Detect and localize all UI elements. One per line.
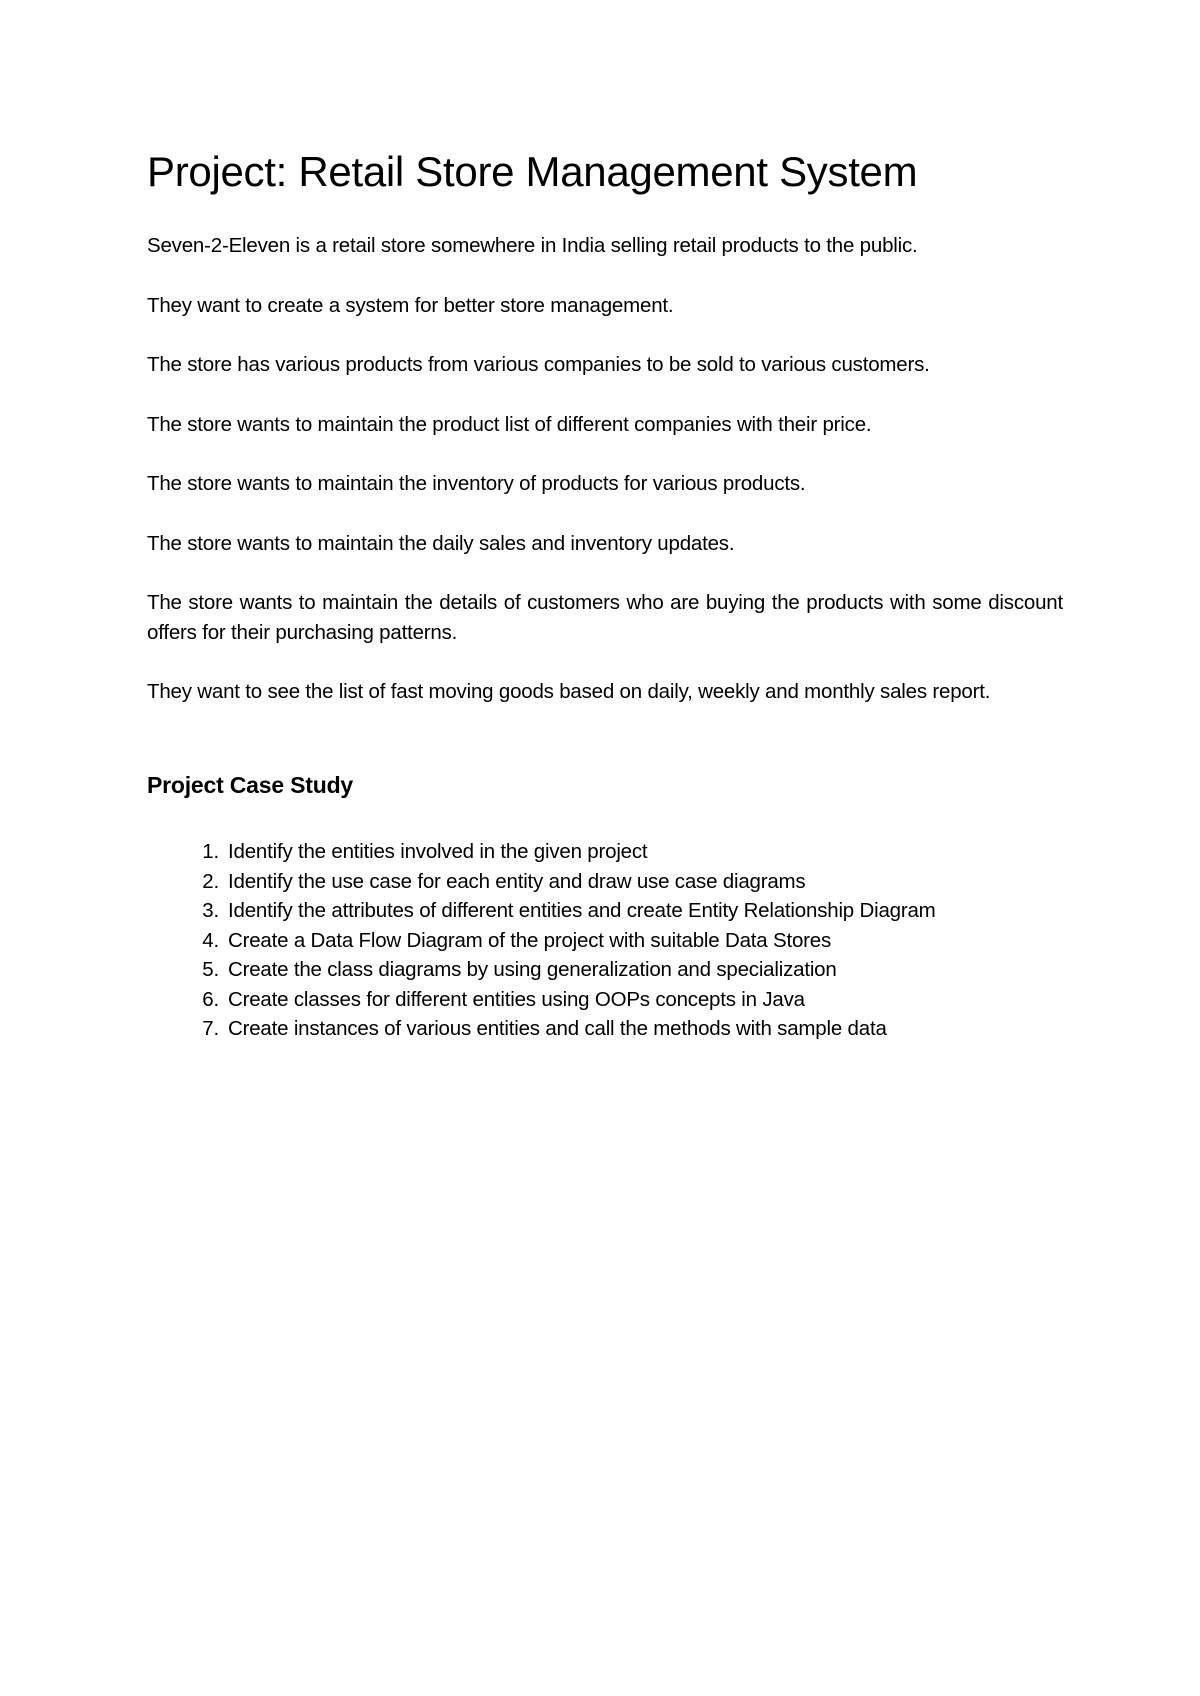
list-item-text: Identify the attributes of different entities and create Entity Relationship Diagram: [228, 899, 936, 922]
list-item-number: 3.: [202, 899, 219, 922]
paragraph-fast-moving: They want to see the list of fast moving goods based on daily, weekly and monthly sales report.: [147, 680, 991, 703]
paragraph-products: The store has various products from various companies to be sold to various customers.: [147, 353, 930, 376]
list-item-number: 4.: [202, 928, 219, 952]
list-item: [147, 955, 1063, 985]
case-study-heading: Project Case Study: [147, 772, 354, 798]
list-item: [147, 867, 1063, 897]
list-item-text: Identify the use case for each entity and draw use case diagrams: [228, 869, 806, 893]
list-item-number: 5.: [202, 958, 219, 981]
task-list: [147, 837, 1063, 1044]
page-title: Project: Retail Store Management System: [147, 148, 918, 195]
list-item: [147, 837, 1063, 867]
list-item-text: Create instances of various entities and call the methods with sample data: [228, 1017, 887, 1040]
list-item-number: 6.: [202, 987, 219, 1011]
list-item-text: Create classes for different entities using OOPs concepts in Java: [228, 987, 805, 1011]
paragraph-daily-sales: The store wants to maintain the daily sales and inventory updates.: [147, 532, 735, 555]
list-item-text: Identify the entities involved in the given project: [228, 840, 648, 863]
list-item: [147, 985, 1063, 1015]
paragraph-product-list: The store wants to maintain the product list of different companies with their price.: [147, 413, 872, 436]
paragraph-goal: They want to create a system for better store management.: [147, 294, 674, 317]
list-item: [147, 896, 1063, 926]
list-item-number: 1.: [202, 840, 219, 863]
list-item: [147, 1014, 1063, 1044]
list-item-number: 2.: [202, 869, 219, 893]
list-item-number: 7.: [202, 1017, 219, 1040]
paragraph-inventory: The store wants to maintain the inventory of products for various products.: [147, 472, 806, 495]
paragraph-intro: Seven-2-Eleven is a retail store somewhere in India selling retail products to the public.: [147, 234, 918, 257]
paragraph-customers: The store wants to maintain the details of customers who are buying the products with some discount offers for their purchasing patterns.: [147, 591, 1063, 644]
list-item-text: Create a Data Flow Diagram of the project with suitable Data Stores: [228, 928, 832, 952]
list-item-text: Create the class diagrams by using generalization and specialization: [228, 958, 837, 981]
list-item: [147, 926, 1063, 956]
